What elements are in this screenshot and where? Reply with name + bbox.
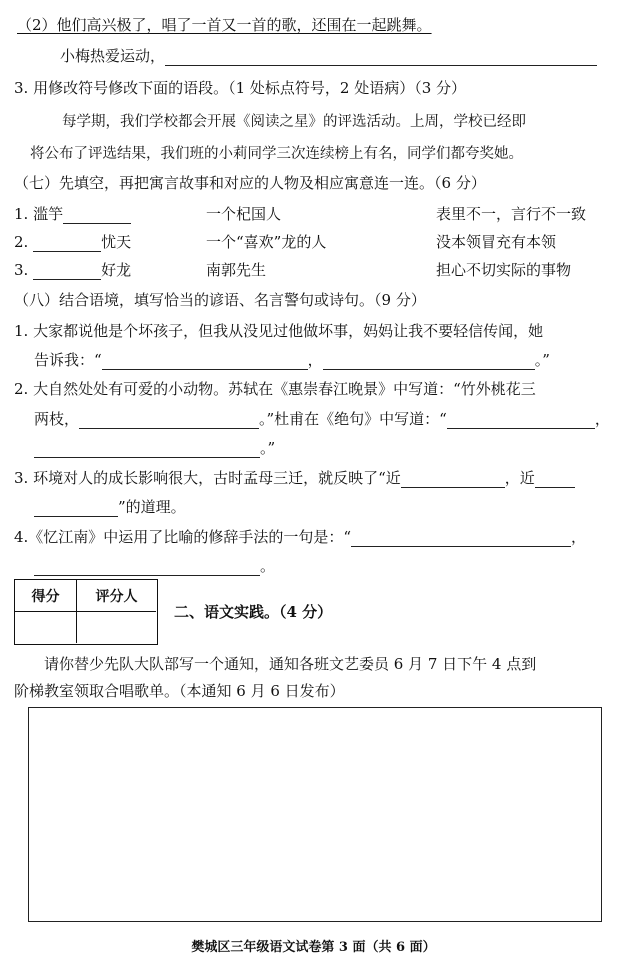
s8-q3-line1 <box>14 468 575 488</box>
s8-q1-prefix: 告诉我：“ <box>34 351 102 369</box>
s7-row3-right: 担心不切实际的事物 <box>436 261 572 279</box>
s7-row1-blank[interactable] <box>63 206 131 224</box>
part2-heading: 二、语文实践。（4 分） <box>174 603 333 621</box>
s8-q1-line2 <box>34 350 550 370</box>
s8-q4-blank2[interactable] <box>34 558 260 576</box>
notice-answer-box[interactable] <box>28 707 602 922</box>
s8-q1-end: 。” <box>534 351 550 369</box>
s8-q2-line1: 2. 大自然处处有可爱的小动物。苏轼在《惠崇春江晚景》中写道：“竹外桃花三 <box>14 380 536 398</box>
s7-row3-middle: 南郭先生 <box>206 261 267 279</box>
q2-item <box>17 15 432 35</box>
score-table-header-score: 得分 <box>15 580 77 612</box>
s8-q2-middle: 。”杜甫在《绝句》中写道：“ <box>259 410 447 428</box>
s8-q3-middle: ，近 <box>504 469 535 487</box>
s7-row3-suffix: 好龙 <box>101 261 132 279</box>
s7-row2-right: 没本领冒充有本领 <box>436 233 557 251</box>
s8-q2-blank1[interactable] <box>79 411 259 429</box>
s7-row1-left <box>14 204 131 224</box>
s7-row2-left <box>14 232 131 252</box>
s8-q2-prefix: 两枝， <box>34 410 80 428</box>
score-table-grader-cell[interactable] <box>77 612 156 643</box>
s8-q3-blank1[interactable] <box>401 470 505 488</box>
s7-row1-middle: 一个杞国人 <box>206 205 282 223</box>
s8-q2-comma: ， <box>594 410 610 428</box>
s8-q3-blank3[interactable] <box>34 499 118 517</box>
s7-row3-left <box>14 260 131 280</box>
s7-row3-prefix: 3. <box>14 261 34 279</box>
s8-q4-line1 <box>14 527 586 547</box>
part2-text-line1: 请你替少先队大队部写一个通知，通知各班文艺委员 6 月 7 日下午 4 点到 <box>44 655 537 673</box>
q2-answer-line <box>60 46 597 66</box>
s8-q1-blank1[interactable] <box>102 352 308 370</box>
s8-q3-line2 <box>34 497 186 517</box>
s7-row2-suffix: 忧天 <box>101 233 132 251</box>
s8-q4-prefix: 4.《忆江南》中运用了比喻的修辞手法的一句是：“ <box>14 528 351 546</box>
s8-q1-line1: 1. 大家都说他是个坏孩子，但我从没见过他做坏事，妈妈让我不要轻信传闻，她 <box>14 322 544 340</box>
q3-paragraph-line2: 将公布了评选结果，我们班的小莉同学三次连续榜上有名，同学们都夸奖她。 <box>30 146 523 162</box>
s8-q3-blank2[interactable] <box>535 470 575 488</box>
s7-row2-middle: 一个“喜欢”龙的人 <box>206 233 327 251</box>
section7-heading: （七）先填空，再把寓言故事和对应的人物及相应寓意连一连。（6 分） <box>14 174 486 192</box>
s7-row2-blank[interactable] <box>33 234 101 252</box>
q3-paragraph-line1: 每学期，我们学校都会开展《阅读之星》的评选活动。上周，学校已经即 <box>62 114 526 130</box>
s8-q1-blank2[interactable] <box>323 352 535 370</box>
s8-q2-end: 。” <box>260 439 276 457</box>
s8-q2-blank3[interactable] <box>34 440 260 458</box>
s7-row3-blank[interactable] <box>33 262 101 280</box>
q2-answer-blank[interactable] <box>165 48 597 66</box>
score-table-header-grader: 评分人 <box>77 580 156 612</box>
section8-heading: （八）结合语境，填写恰当的谚语、名言警句或诗句。（9 分） <box>14 291 426 309</box>
score-table-score-cell[interactable] <box>15 612 77 643</box>
s7-row1-prefix: 1. 滥竽 <box>14 205 64 223</box>
part2-text-line2: 阶梯教室领取合唱歌单。（本通知 6 月 6 日发布） <box>14 682 345 700</box>
s8-q3-prefix: 3. 环境对人的成长影响很大，古时孟母三迁，就反映了“近 <box>14 469 401 487</box>
page-footer: 樊城区三年级语文试卷第 3 面（共 6 面） <box>191 940 436 955</box>
s8-q4-line2 <box>34 556 275 576</box>
q2-item-text: （2）他们高兴极了，唱了一首又一首的歌，还围在一起跳舞。 <box>17 16 432 34</box>
s8-q1-comma: ， <box>307 351 323 369</box>
score-table <box>14 579 158 645</box>
q3-heading: 3. 用修改符号修改下面的语段。（1 处标点符号，2 处语病）（3 分） <box>14 79 467 97</box>
s7-row1-right: 表里不一，言行不一致 <box>436 205 587 223</box>
s8-q2-line2 <box>34 409 610 429</box>
s8-q3-end: ”的道理。 <box>118 498 186 516</box>
s7-row2-prefix: 2. <box>14 233 34 251</box>
s8-q4-comma: ， <box>570 528 586 546</box>
s8-q2-line3 <box>34 438 275 458</box>
q2-answer-prefix: 小梅热爱运动， <box>60 47 166 65</box>
s8-q4-end: 。 <box>260 557 276 575</box>
s8-q4-blank1[interactable] <box>351 529 571 547</box>
s8-q2-blank2[interactable] <box>447 411 595 429</box>
